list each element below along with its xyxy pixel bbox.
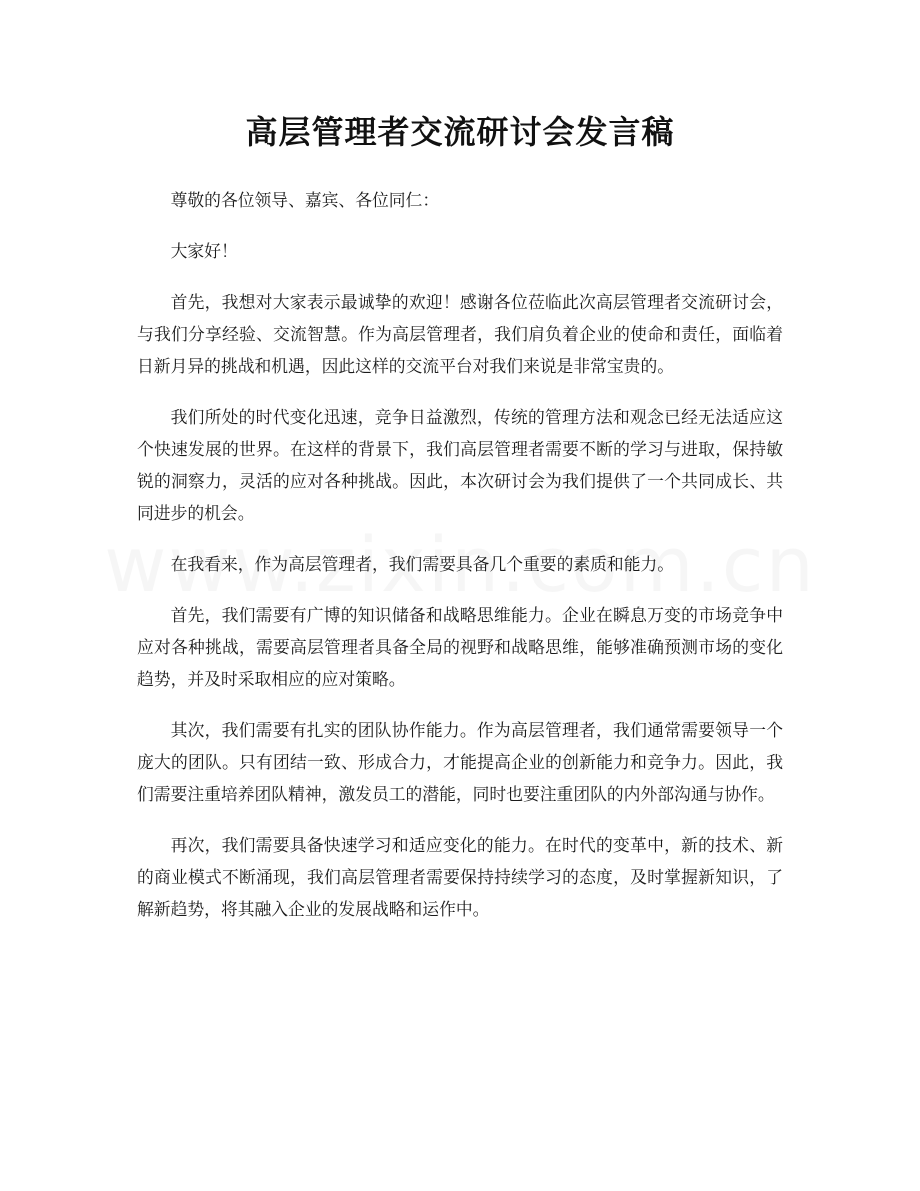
paragraph-qualities-intro: 在我看来，作为高层管理者，我们需要具备几个重要的素质和能力。: [170, 554, 675, 574]
paragraph-strategy: 首先，我们需要有广博的知识储备和战略思维能力。企业在瞬息万变的市场竞争中应对各种挑战，需要高层管理者具备全局的视野和战略思维，能够准确预测市场的变化趋势，并及时采取相应的应对策略。: [137, 605, 783, 689]
paragraph-teamwork: 其次，我们需要有扎实的团队协作能力。作为高层管理者，我们通常需要领导一个庞大的团队。只有团结一致、形成合力，才能提高企业的创新能力和竞争力。因此，我们需要注重培养团队精神，激发员工的潜能，同时也要注重团队的内外部沟通与协作。: [137, 720, 783, 804]
paragraph-welcome: 首先，我想对大家表示最诚挚的欢迎！感谢各位莅临此次高层管理者交流研讨会，与我们分享经验、交流智慧。作为高层管理者，我们肩负着企业的使命和责任，面临着日新月异的挑战和机遇，因此这样的交流平台对我们来说是非常宝贵的。: [137, 292, 783, 376]
paragraph-greeting: 大家好！: [170, 241, 238, 261]
paragraph-background: 我们所处的时代变化迅速，竞争日益激烈，传统的管理方法和观念已经无法适应这个快速发展的世界。在这样的背景下，我们高层管理者需要不断的学习与进取，保持敏锐的洞察力，灵活的应对各种挑战。因此，本次研讨会为我们提供了一个共同成长、共同进步的机会。: [137, 407, 783, 523]
page-title: 高层管理者交流研讨会发言稿: [245, 113, 675, 151]
document-body: [137, 184, 783, 944]
paragraph-salutation: 尊敬的各位领导、嘉宾、各位同仁：: [170, 190, 440, 210]
paragraph-learning: 再次，我们需要具备快速学习和适应变化的能力。在时代的变革中，新的技术、新的商业模式不断涌现，我们高层管理者需要保持持续学习的态度，及时掌握新知识，了解新趋势，将其融入企业的发展战略和运作中。: [137, 835, 783, 919]
